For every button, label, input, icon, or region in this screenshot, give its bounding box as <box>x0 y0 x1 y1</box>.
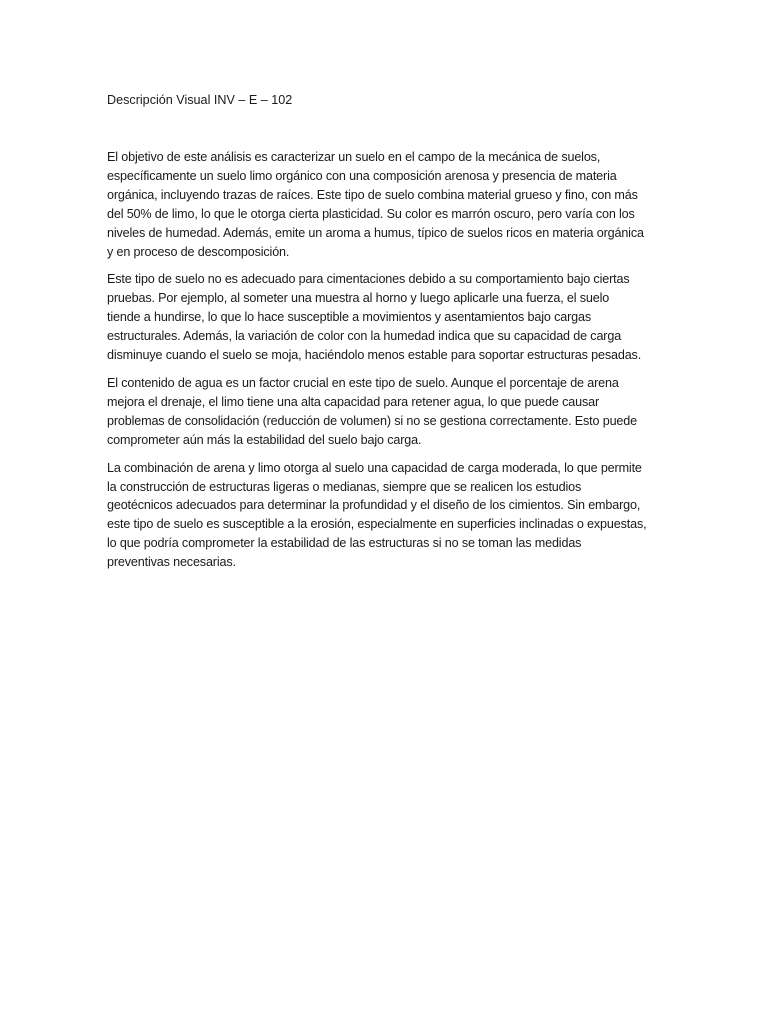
text-line: pruebas. Por ejemplo, al someter una muestra al horno y luego aplicarle una fuerza, el suelo <box>107 291 610 306</box>
text-line: disminuye cuando el suelo se moja, haciéndolo menos estable para soportar estructuras pesadas. <box>107 348 642 363</box>
text-line: mejora el drenaje, el limo tiene una alta capacidad para retener agua, lo que puede causar <box>107 394 599 409</box>
text-line: La combinación de arena y limo otorga al suelo una capacidad de carga moderada, lo que permite <box>107 460 642 475</box>
text-line: El objetivo de este análisis es caracterizar un suelo en el campo de la mecánica de suelos, <box>107 150 601 164</box>
text-line: orgánica, incluyendo trazas de raíces. Este tipo de suelo combina material grueso y fino, con más <box>107 187 638 202</box>
document-title: Descripción Visual INV – E – 102 <box>107 93 293 107</box>
text-line: este tipo de suelo es susceptible a la erosión, especialmente en superficies inclinadas o expuestas, <box>107 517 647 532</box>
text-line: comprometer aún más la estabilidad del suelo bajo carga. <box>107 432 422 447</box>
text-line: del 50% de limo, lo que le otorga cierta plasticidad. Su color es marrón oscuro, pero varía con los <box>107 206 635 221</box>
paragraph-objective <box>107 148 663 261</box>
text-line: Este tipo de suelo no es adecuado para cimentaciones debido a su comportamiento bajo ciertas <box>107 272 630 287</box>
paragraph-foundations <box>107 270 663 365</box>
document-body <box>107 148 663 581</box>
text-line: lo que podría comprometer la estabilidad de las estructuras si no se toman las medidas <box>107 536 582 551</box>
text-line: tiende a hundirse, lo que lo hace susceptible a movimientos y asentamientos bajo cargas <box>107 310 591 325</box>
paragraph-water-content <box>107 374 663 450</box>
text-line: problemas de consolidación (reducción de volumen) si no se gestiona correctamente. Esto puede <box>107 413 637 428</box>
text-line: niveles de humedad. Además, emite un aroma a humus, típico de suelos ricos en materia orgánica <box>107 225 644 240</box>
text-line: geotécnicos adecuados para determinar la profundidad y el diseño de los cimientos. Sin embargo, <box>107 498 641 513</box>
text-line: estructurales. Además, la variación de color con la humedad indica que su capacidad de carga <box>107 329 622 344</box>
text-line: El contenido de agua es un factor crucial en este tipo de suelo. Aunque el porcentaje de arena <box>107 375 619 390</box>
text-line: y en proceso de descomposición. <box>107 244 290 259</box>
text-line: preventivas necesarias. <box>107 555 236 570</box>
paragraph-bearing-capacity <box>107 459 663 572</box>
text-line: la construcción de estructuras ligeras o medianas, siempre que se realicen los estudios <box>107 479 582 494</box>
text-line: específicamente un suelo limo orgánico con una composición arenosa y presencia de materia <box>107 168 617 183</box>
